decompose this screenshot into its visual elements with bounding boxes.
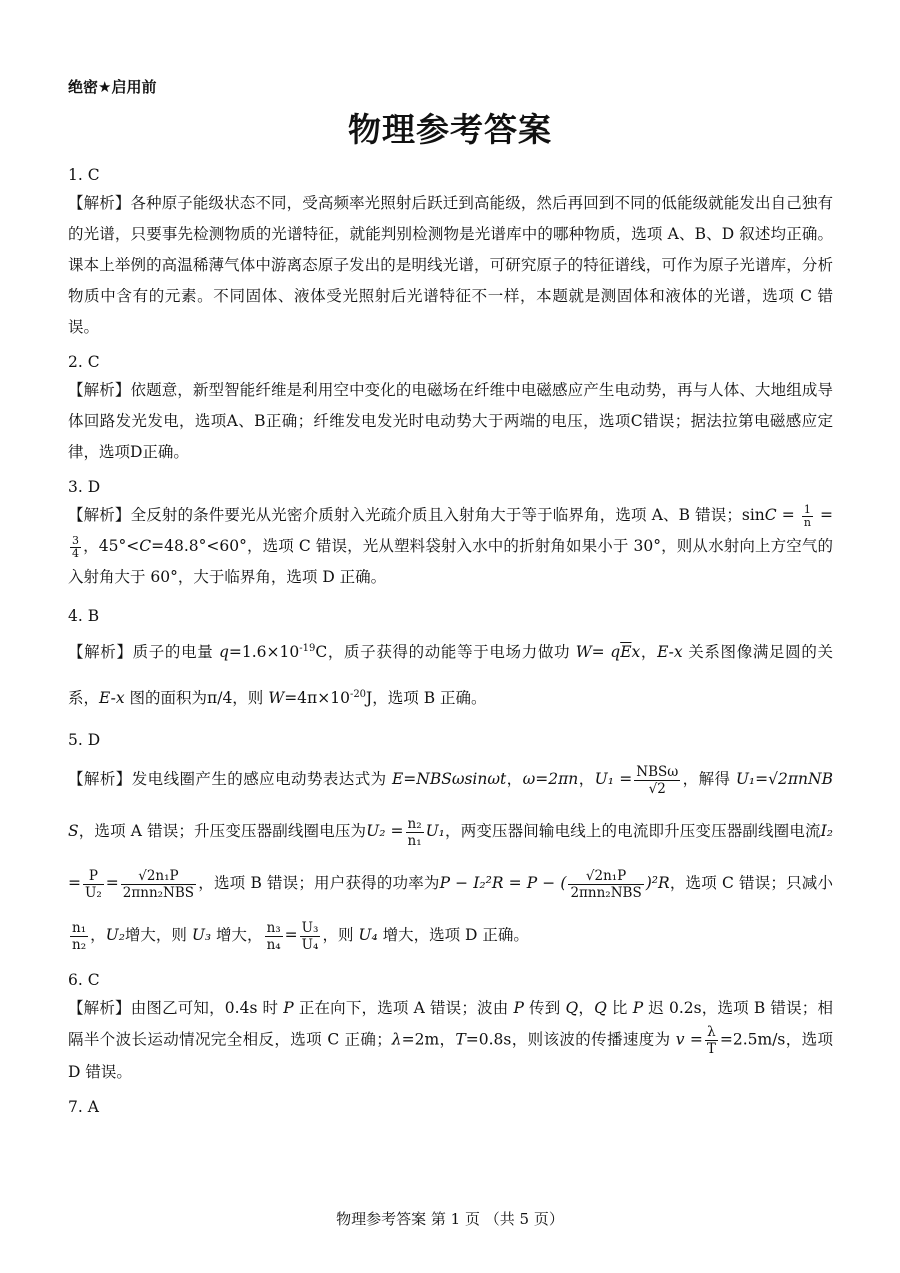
power-formula: )²R (645, 874, 670, 892)
fraction-numerator: √2n₁P (121, 868, 196, 885)
explanation-text: 迟 0.2s，选项 B 错误；相隔半个波长运动情况完全相反，选项 C 正确； (68, 999, 833, 1049)
u2-symbol: U₂ = (366, 822, 404, 840)
exponent: -19 (299, 642, 316, 654)
explanation-text: ，选项 A 错误；升压变压器副线圈电压为 (78, 822, 367, 840)
sine-term: sinωt (464, 770, 507, 788)
question-7-number: 7. A (68, 1098, 99, 1116)
fraction-numerator: P (83, 868, 104, 885)
explanation-label: 【解析】 (68, 381, 131, 399)
fraction-one-over-n (802, 504, 813, 529)
explanation-text: 关系图像满足圆的关系， (68, 643, 833, 707)
explanation-label: 【解析】 (68, 506, 131, 524)
explanation-label: 【解析】 (68, 770, 132, 788)
equals-sign: = (591, 643, 611, 661)
point-p: P (283, 999, 294, 1017)
u2-symbol: U₂ (105, 926, 125, 944)
explanation-text: C，质子获得的动能等于电场力做功 (315, 643, 576, 661)
explanation-text: ， (578, 999, 595, 1017)
explanation-text: =2m， (401, 1030, 456, 1049)
answer-content (68, 156, 833, 1120)
point-p: P (513, 999, 524, 1017)
question-5-explanation (68, 753, 833, 961)
explanation-text: 依题意，新型智能纤维是利用空中变化的电磁场在纤维中电磁感应产生电动势，再与人体、大地组成导体回路发光发电，选项A、B正确；纤维发电发光时电动势大于两端的电压，选项C错误；据法拉第电磁感应定律，选项D正确。 (68, 381, 833, 461)
explanation-text: 传到 (523, 999, 566, 1017)
fraction-denominator: U₂ (85, 884, 102, 901)
page-footer: 物理参考答案 第 1 页 （共 5 页） (336, 1210, 564, 1228)
exponent: -20 (349, 688, 367, 700)
explanation-label: 【解析】 (68, 194, 131, 212)
explanation-text: 正在向下，选项 A 错误；波由 (293, 999, 514, 1017)
equals-sign: = (105, 874, 119, 892)
fraction-numerator: n₂ (407, 815, 422, 832)
formula-q: q (610, 643, 621, 661)
question-2-number: 2. C (68, 353, 100, 371)
wavelength-symbol: λ (391, 1030, 402, 1049)
u1-symbol: U₁ = (594, 770, 633, 788)
explanation-text: ，45°< (83, 537, 140, 555)
u3-u4-fraction (300, 920, 321, 953)
critical-angle-symbol: C (139, 537, 152, 555)
fraction-numerator: √2n₁P (568, 868, 643, 885)
u1-result: U₁=√2πnNBS (68, 770, 833, 840)
explanation-text: =4π×10 (284, 689, 350, 707)
explanation-text: 图的面积为π/4，则 (124, 689, 269, 707)
velocity-symbol: v = (675, 1030, 703, 1049)
question-6-number: 6. C (68, 971, 100, 989)
fraction-denominator: n₁ (407, 832, 422, 849)
work-symbol: W (575, 643, 592, 661)
equals-sign: = (781, 506, 795, 524)
question-1-explanation (68, 188, 833, 343)
question-1-number: 1. C (68, 166, 100, 184)
fraction-denominator: 2πnn₂NBS (122, 884, 195, 901)
explanation-text: =2.5m/s，选项 D 错误。 (68, 1030, 834, 1081)
explanation-text: 比 (606, 999, 633, 1017)
explanation-text: 全反射的条件要光从光密介质射入光疏介质且入射角大于等于临界角，选项 A、B 错误；sin (130, 506, 765, 524)
explanation-text: 增大，则 (124, 926, 192, 944)
explanation-text: ，选项 B 错误；用户获得的功率为 (198, 874, 440, 892)
u3-symbol: U₃ (191, 926, 212, 944)
explanation-text: ， (578, 770, 595, 788)
fraction-numerator: λ (705, 1024, 718, 1041)
page-title: 物理参考答案 (348, 110, 552, 149)
question-3-explanation (68, 500, 833, 593)
explanation-text: 发电线圈产生的感应电动势表达式为 (131, 770, 392, 788)
fraction-denominator: √2 (648, 780, 666, 797)
point-p: P (632, 999, 644, 1017)
explanation-text: J，选项 B 正确。 (366, 689, 487, 707)
fraction-numerator: n₃ (266, 919, 281, 936)
explanation-text: 增大， (211, 926, 263, 944)
explanation-text: 质子的电量 (132, 643, 219, 661)
equals-sign: = (284, 926, 298, 944)
current-fraction (83, 868, 104, 901)
explanation-text: ，则 (322, 926, 359, 944)
explanation-text: ，选项 C 错误；只减小 (669, 874, 834, 892)
explanation-text: =48.8°<60°，选项 C 错误，光从塑料袋射入水中的折射角如果小于 30°，则从水射向上方空气的入射角大于 60°，大于临界角，选项 D 正确。 (68, 537, 833, 586)
fraction-denominator: 2πnn₂NBS (570, 884, 642, 901)
fraction-denominator: n₂ (72, 936, 87, 953)
question-6-explanation (68, 993, 833, 1088)
work-symbol: W (268, 689, 285, 707)
critical-angle-symbol: C (764, 506, 777, 524)
question-2-explanation (68, 375, 833, 468)
explanation-text: 由图乙可知，0.4s 时 (130, 999, 284, 1017)
power-formula: P − I₂²R = P − ( (439, 874, 567, 892)
u1-fraction (634, 764, 680, 797)
explanation-label: 【解析】 (68, 999, 131, 1017)
fraction-numerator: 1 (802, 504, 813, 517)
fraction-three-quarters (70, 535, 81, 560)
fraction-numerator: NBSω (636, 763, 679, 780)
secret-mark: 绝密★启用前 (68, 78, 157, 96)
question-5-number: 5. D (68, 731, 101, 749)
fraction-denominator: U₄ (301, 936, 319, 953)
question-3-number: 3. D (68, 478, 101, 496)
explanation-text: ，两变压器间输电线上的电流即升压变压器副线圈电流 (444, 822, 821, 840)
fraction-denominator: n (803, 515, 811, 529)
e-x-graph: E-x (99, 689, 125, 707)
power-fraction (568, 868, 643, 901)
fraction-denominator: n₄ (266, 936, 281, 953)
n1-n2-fraction (70, 920, 88, 953)
explanation-text: 各种原子能级状态不同，受高频率光照射后跃迁到高能级，然后再回到不同的低能级就能发出自己独有的光谱，只要事先检测物质的光谱特征，就能判别检测物是光谱库中的哪种物质，选项 A、B、D 叙述均正确。课本上举例的高温稀薄气体中游离态原子发出的是明线光谱，可研究原子的特征谱线，可作为原子光谱库，分析物质中含有的元素。不同固体、液体受光照射后光谱特征不一样，本题就是测固体和液体的光谱，选项 C 错误。 (68, 194, 833, 336)
point-q: Q (594, 999, 607, 1017)
e-x-relation: E-x (657, 643, 683, 661)
n3-n4-fraction (265, 920, 283, 953)
omega-formula: ω=2πn (522, 770, 579, 788)
current-result-fraction (121, 868, 196, 901)
i2-symbol: I₂ = (68, 822, 833, 892)
question-4-explanation (68, 629, 833, 721)
charge-symbol: q (218, 643, 229, 661)
fraction-numerator: n₁ (72, 919, 87, 936)
explanation-label: 【解析】 (68, 643, 133, 661)
period-symbol: T (455, 1030, 466, 1049)
fraction-numerator: 3 (72, 533, 79, 547)
explanation-text: ， (640, 643, 658, 661)
explanation-text: ，解得 (682, 770, 736, 788)
velocity-fraction (705, 1024, 718, 1057)
question-4-number: 4. B (68, 607, 100, 625)
explanation-text: ， (506, 770, 523, 788)
turns-ratio-fraction (406, 816, 424, 849)
fraction-numerator: U₃ (301, 919, 319, 936)
explanation-text: =0.8s，则该波的传播速度为 (465, 1030, 676, 1049)
emf-formula: E=NBSω (391, 770, 465, 788)
fraction-denominator: T (706, 1041, 716, 1057)
u1-symbol: U₁ (425, 822, 445, 840)
explanation-text: 增大，选项 D 正确。 (377, 926, 529, 944)
equals-sign: = (820, 506, 833, 524)
point-q: Q (565, 999, 579, 1017)
fraction-denominator: 4 (72, 546, 79, 560)
formula-x: x (631, 643, 641, 661)
formula-average-e: $\overline{E}$ (620, 643, 632, 661)
explanation-text: =1.6×10 (228, 643, 300, 661)
explanation-text: ， (90, 926, 106, 944)
u4-symbol: U₄ (358, 926, 378, 944)
